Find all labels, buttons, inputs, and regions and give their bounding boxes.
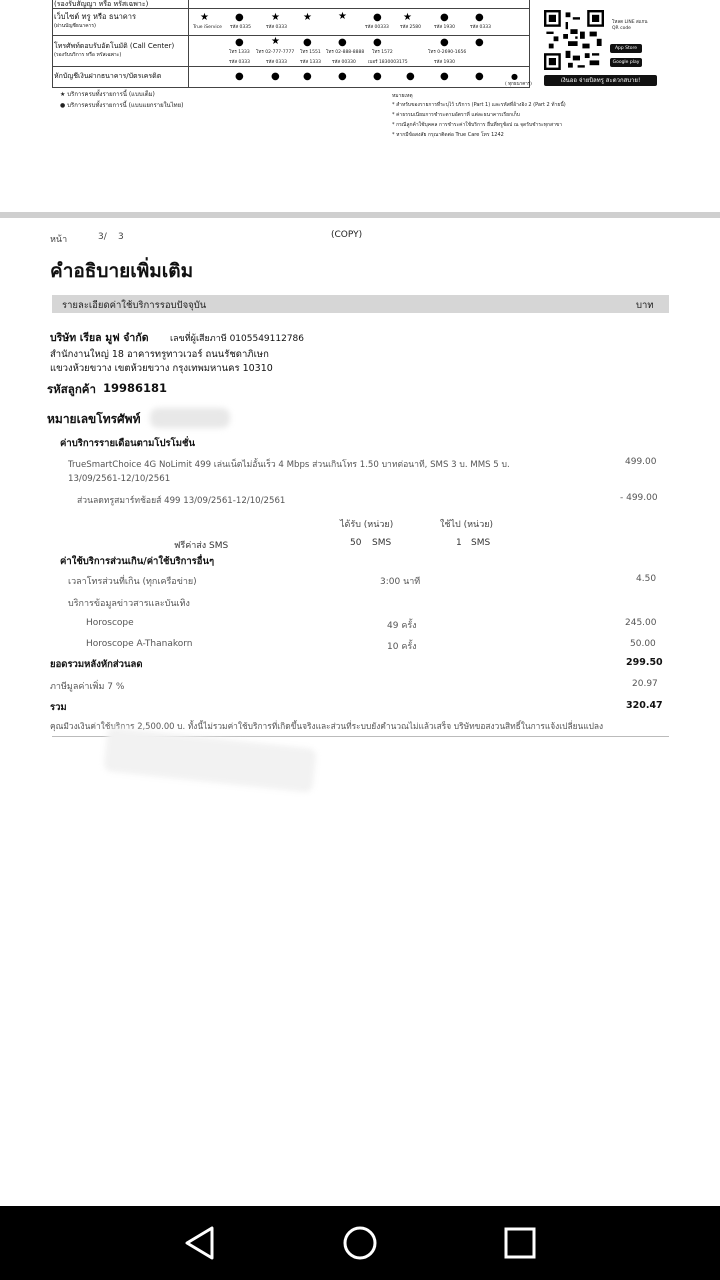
dot-icon: ● <box>440 12 449 23</box>
channel-code: True iService <box>193 25 222 30</box>
channel-phone: โทร 1333 <box>229 50 250 55</box>
horoscope-a-amount: 50.00 <box>630 639 656 649</box>
home-circle-icon <box>340 1226 380 1260</box>
excess-call-amount: 4.50 <box>636 574 657 584</box>
row-sublabel: (ผ่านบัญชีธนาคาร) <box>54 23 96 29</box>
back-triangle-icon <box>180 1226 220 1260</box>
dot-icon: ● <box>338 71 347 82</box>
google-play-badge[interactable]: Google play <box>610 58 642 67</box>
address-line: สำนักงานใหญ่ 18 อาคารทรูทาวเวอร์ ถนนรัชดาภิเษก <box>50 349 269 360</box>
back-button[interactable] <box>180 1226 220 1260</box>
page-number: 3/ <box>98 232 107 242</box>
channel-code: รหัส 00330 <box>332 60 356 65</box>
channel-code: รหัส 0333 <box>229 60 251 65</box>
monthly-header: ค่าบริการรายเดือนตามโปรโมชั่น <box>60 438 195 449</box>
row-sublabel: (รองรับบริการ หรือ หรัสเฉพาะ) <box>54 52 122 58</box>
phone-label: หมายเลขโทรศัพท์ <box>47 412 141 426</box>
recents-square-icon <box>500 1226 540 1260</box>
note-line: * สำหรับของรายการที่ระบุไว้ บริการ (Part 1) และรหัสที่อ้างอิง 2 (Part 2 ท้ายนี้) <box>392 102 566 108</box>
system-navigation-bar <box>0 1206 720 1280</box>
document-page <box>0 218 720 1206</box>
grid-row-line <box>52 66 530 67</box>
plan-description: TrueSmartChoice 4G NoLimit 499 เล่นเน็ตไม่อั้นเร็ว 4 Mbps ส่วนเกินโทร 1.50 บาทต่อนาที, SMS 3 บ. MMS 5 บ. <box>68 460 510 470</box>
legend-star: ★ บริการครบทั้งรายการนี้ (แบบเต็ม) <box>60 91 155 98</box>
note-line: * ค่าธรรมเนียมการชำระตามอัตราที่ แต่ละธนาคารเรียกเก็บ <box>392 112 520 118</box>
tax-id: เลขที่ผู้เสียภาษี 0105549112786 <box>170 334 305 344</box>
grid-column-line <box>529 0 530 88</box>
recents-button[interactable] <box>500 1226 540 1260</box>
star-icon: ★ <box>200 12 209 23</box>
free-sms-received: 50 <box>350 538 362 548</box>
dot-icon: ● <box>235 12 244 23</box>
dot-icon: ● <box>235 71 244 82</box>
horoscope-a-qty: 10 ครั้ง <box>387 642 417 652</box>
dot-icon: ● <box>303 37 312 48</box>
horoscope-label: Horoscope <box>86 618 134 628</box>
plan-dates: 13/09/2561-12/10/2561 <box>68 474 171 484</box>
total-amount: 320.47 <box>626 700 663 711</box>
channel-phone: โทร 02-777-7777 <box>256 50 295 55</box>
dot-icon: ● <box>475 71 484 82</box>
company-name: บริษัท เรียล มูฟ จำกัด <box>50 332 149 344</box>
received-header: ได้รับ (หน่วย) <box>340 520 394 530</box>
pay-bill-banner[interactable]: เงินออ จ่ายบิลทรู สะดวกสบาย! <box>544 75 657 86</box>
star-icon: ★ <box>271 12 280 23</box>
note-line: * กรณีลูกค้าใช้บุคคล การชำระค่าใช้บริการ ยื่นที่ทรูช้อป ณ จุดรับชำระทุกสาขา <box>392 122 563 128</box>
dot-icon: ● <box>235 37 244 48</box>
page-title: คำอธิบายเพิ่มเติม <box>50 260 194 282</box>
grid-column-line <box>52 0 53 88</box>
channel-phone: โทร 1551 <box>300 50 321 55</box>
section-header: รายละเอียดค่าใช้บริการรอบปัจจุบัน <box>62 300 207 311</box>
row-label: เว็บไซต์ ทรู หรือ ธนาคาร <box>54 12 137 21</box>
vat-amount: 20.97 <box>632 679 658 689</box>
copy-mark: (COPY) <box>331 230 363 240</box>
total-label: รวม <box>50 702 67 713</box>
free-sms-used: 1 <box>456 538 462 548</box>
app-store-badge[interactable]: App Store <box>610 44 642 53</box>
home-button[interactable] <box>340 1226 380 1260</box>
free-sms-received-unit: SMS <box>372 538 392 548</box>
used-header: ใช้ไป (หน่วย) <box>440 520 494 530</box>
vat-label: ภาษีมูลค่าเพิ่ม 7 % <box>50 682 125 692</box>
page-total: 3 <box>118 232 124 242</box>
dot-icon: ● <box>271 71 280 82</box>
address-line: แขวงห้วยขวาง เขตห้วยขวาง กรุงเทพมหานคร 10310 <box>50 363 273 374</box>
channel-phone: โทร 0-2690-1656 <box>428 50 467 55</box>
subtotal-amount: 299.50 <box>626 657 663 668</box>
legend-text: บริการครบทั้งรายการนี้ (แบบเต็ม) <box>67 91 155 98</box>
grid-row-line <box>52 87 530 88</box>
all-banks-note: ( ทุกธนาคาร) <box>505 82 532 87</box>
grid-row-line <box>52 35 530 36</box>
star-icon: ★ <box>303 12 312 23</box>
dot-icon: ● <box>511 72 518 81</box>
previous-page-section <box>0 0 720 212</box>
dot-icon: ● <box>406 71 415 82</box>
payment-channel-grid <box>52 0 530 88</box>
channel-phone: โทร 02-888-8888 <box>326 50 365 55</box>
section-header-band <box>52 295 669 313</box>
channel-code: รหัส 00333 <box>365 25 389 30</box>
dot-icon: ● <box>303 71 312 82</box>
channel-code: รหัส 0333 <box>470 25 492 30</box>
horoscope-qty: 49 ครั้ง <box>387 621 417 631</box>
channel-phone: โทร 1572 <box>372 50 393 55</box>
horoscope-a-label: Horoscope A-Thanakorn <box>86 639 193 649</box>
star-icon: ★ <box>338 11 347 22</box>
dot-icon: ● <box>440 71 449 82</box>
excess-call-label: เวลาโทรส่วนที่เกิน (ทุกเครือข่าย) <box>68 577 197 587</box>
redacted-phone-number <box>150 408 230 428</box>
dot-icon: ● <box>475 37 484 48</box>
channel-code: เบอร์ 1830003175 <box>368 60 408 65</box>
free-sms-used-unit: SMS <box>471 538 491 548</box>
currency-header: บาท <box>636 300 654 311</box>
legend-dot: ● บริการครบทั้งรายการนี้ (แบบแยกรายในไทย) <box>60 102 184 109</box>
excess-call-qty: 3:00 นาที <box>380 577 421 587</box>
dot-icon: ● <box>373 12 382 23</box>
discount-description: ส่วนลดทรูสมาร์ทช้อยส์ 499 13/09/2561-12/10/2561 <box>77 496 286 506</box>
excess-header: ค่าใช้บริการส่วนเกิน/ค่าใช้บริการอื่นๆ <box>60 556 215 567</box>
channel-code: รหัส 0335 <box>230 25 252 30</box>
horoscope-amount: 245.00 <box>625 618 657 628</box>
credit-limit-note: คุณมีวงเงินค่าใช้บริการ 2,500.00 บ. ทั้งนี้ไม่รวมค่าใช้บริการที่เกิดขึ้นจริงและส่วนที่ระบบยังคำนวณไม่แล้วเสร็จ บริษัทขอสงวนสิทธิ์ในการแจ้งเปลี่ยนแปลง <box>50 721 604 731</box>
customer-id: 19986181 <box>103 381 168 395</box>
info-service-label: บริการข้อมูลข่าวสารและบันเทิง <box>68 599 190 609</box>
smudge-mark <box>103 727 316 793</box>
notes-title: หมายเหตุ <box>392 93 413 99</box>
customer-id-label: รหัสลูกค้า <box>47 382 96 396</box>
dot-icon: ● <box>373 71 382 82</box>
channel-code: รหัส 2580 <box>400 25 422 30</box>
note-line: * หากมีข้อสงสัย กรุณาติดต่อ True Care โทร 1242 <box>392 132 504 138</box>
channel-code: รหัส 1930 <box>434 60 456 65</box>
dot-icon: ● <box>440 37 449 48</box>
row-label: โทรศัพท์ตอบรับอัตโนมัติ (Call Center) <box>54 42 175 50</box>
grid-row-line <box>52 8 530 9</box>
page-label: หน้า <box>50 235 68 245</box>
legend-text: บริการครบทั้งรายการนี้ (แบบแยกรายในไทย) <box>67 102 184 109</box>
dot-icon: ● <box>373 37 382 48</box>
plan-amount: 499.00 <box>625 457 657 467</box>
row-label: (รองรับสัญญา หรือ หรัสเฉพาะ) <box>54 0 149 8</box>
row-label: หักบัญชีเงินฝากธนาคาร/บัตรเครดิต <box>54 72 162 80</box>
dot-icon: ● <box>475 12 484 23</box>
discount-amount: - 499.00 <box>620 493 658 503</box>
channel-code: รหัส 0333 <box>266 60 288 65</box>
subtotal-label: ยอดรวมหลังหักส่วนลด <box>50 659 143 670</box>
grid-column-line <box>188 0 189 88</box>
qr-code-icon <box>544 10 604 70</box>
dot-icon: ● <box>338 37 347 48</box>
scan-text: โหลด LINE สแกน QR code <box>612 20 648 31</box>
channel-code: รหัส 1333 <box>300 60 322 65</box>
star-icon: ★ <box>271 36 280 47</box>
free-sms-label: ฟรีค่าส่ง SMS <box>174 541 229 551</box>
star-icon: ★ <box>403 12 412 23</box>
channel-code: รหัส 1930 <box>434 25 456 30</box>
channel-code: รหัส 0333 <box>266 25 288 30</box>
